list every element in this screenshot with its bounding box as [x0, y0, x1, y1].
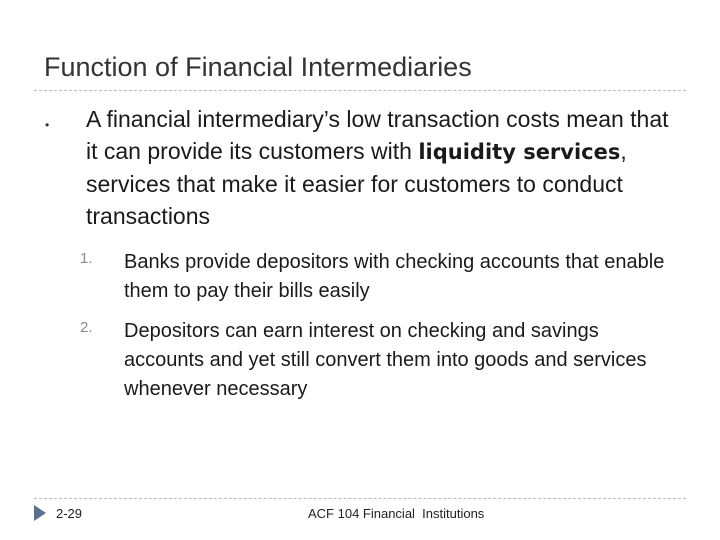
page-number: 2-29 [56, 506, 83, 521]
main-text-before: A financial intermediary’s low transaction costs mean that it can provide its customers with [86, 106, 669, 164]
bullet-icon: • [45, 118, 50, 132]
title-divider [34, 90, 686, 91]
main-bullet-text [86, 103, 686, 232]
footer-divider [34, 498, 686, 499]
item-number: 1. [80, 250, 93, 267]
main-text-after: , services that make it easier for customers to conduct transactions [86, 138, 627, 229]
slide-title: Function of Financial Intermediaries [44, 52, 472, 82]
item-text: Banks provide depositors with checking accounts that enable them to pay their bills easily [124, 251, 665, 302]
arrow-right-icon [34, 505, 46, 521]
main-text-bold: liquidity services [418, 140, 621, 164]
item-text: Depositors can earn interest on checking and savings accounts and yet still convert them into goods and services whenever necessary [124, 320, 647, 400]
item-number: 2. [80, 319, 93, 336]
course-name: ACF 104 Financial Institutions [308, 506, 485, 521]
